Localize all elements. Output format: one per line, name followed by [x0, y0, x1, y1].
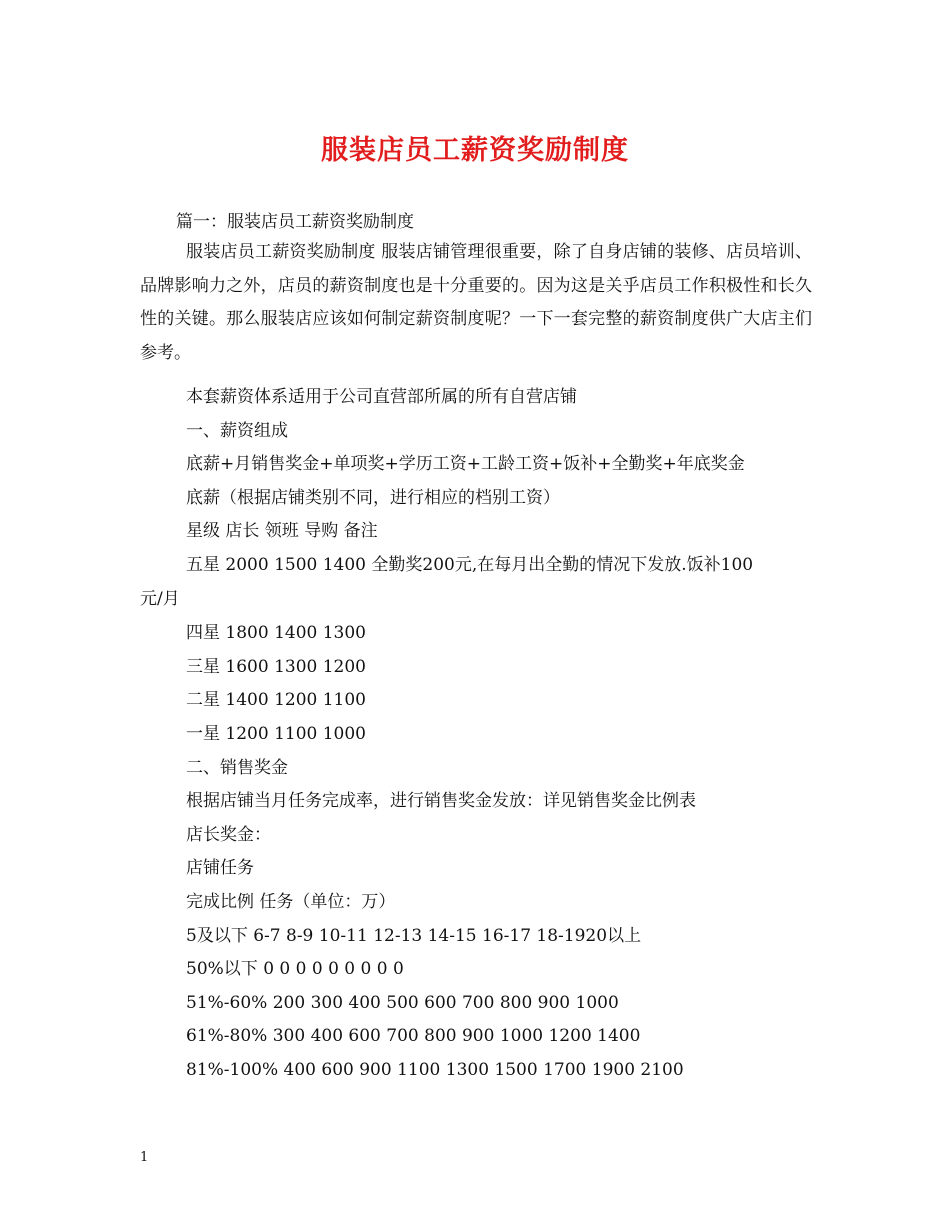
bonus-table-task-ranges: 5及以下 6-7 8-9 10-11 12-13 14-15 16-17 18-1920以上 [186, 926, 642, 946]
bonus-row-61-80: 61%-80% 300 400 600 700 800 900 1000 1200 1400 [186, 1026, 641, 1046]
salary-components-line: 底薪+月销售奖金+单项奖+学历工资+工龄工资+饭补+全勤奖+年底奖金 [186, 454, 745, 474]
salary-row-three-star: 三星 1600 1300 1200 [186, 657, 367, 677]
page-number: 1 [140, 1150, 149, 1165]
salary-table-header: 星级 店长 领班 导购 备注 [186, 521, 378, 541]
salary-row-one-star: 一星 1200 1100 1000 [186, 724, 367, 744]
document-title: 服装店员工薪资奖励制度 [321, 135, 629, 166]
sales-bonus-description: 根据店铺当月任务完成率，进行销售奖金发放：详见销售奖金比例表 [186, 791, 696, 811]
store-task-label: 店铺任务 [186, 858, 254, 878]
scope-line: 本套薪资体系适用于公司直营部所属的所有自营店铺 [186, 387, 577, 407]
section-heading-sales-bonus: 二、销售奖金 [186, 758, 288, 778]
salary-row-two-star: 二星 1400 1200 1100 [186, 690, 367, 710]
salary-row-five-star: 五星 2000 1500 1400 全勤奖200元,在每月出全勤的情况下发放.饭补100 [186, 555, 754, 575]
section-heading-part-one: 篇一：服装店员工薪资奖励制度 [176, 212, 414, 232]
bonus-table-header: 完成比例 任务（单位：万） [186, 892, 396, 912]
section-heading-salary-composition: 一、薪资组成 [186, 421, 288, 441]
base-salary-line: 底薪（根据店铺类别不同，进行相应的档别工资） [186, 488, 560, 508]
salary-row-five-star-continued: 元/月 [140, 589, 180, 609]
bonus-row-51-60: 51%-60% 200 300 400 500 600 700 800 900 1000 [186, 993, 619, 1013]
intro-paragraph: 服装店员工薪资奖励制度 服装店铺管理很重要，除了自身店铺的装修、店员培训、品牌影响力之外，店员的薪资制度也是十分重要的。因为这是关乎店员工作积极性和长久性的关键。那么服装店应该如何制定薪资制度呢？一下一套完整的薪资制度供广大店主们参考。 [140, 242, 812, 363]
manager-bonus-label: 店长奖金： [186, 825, 271, 845]
bonus-row-81-100: 81%-100% 400 600 900 1100 1300 1500 1700 1900 2100 [186, 1060, 684, 1080]
salary-row-four-star: 四星 1800 1400 1300 [186, 623, 367, 643]
bonus-row-under-50: 50%以下 0 0 0 0 0 0 0 0 0 [186, 959, 404, 979]
